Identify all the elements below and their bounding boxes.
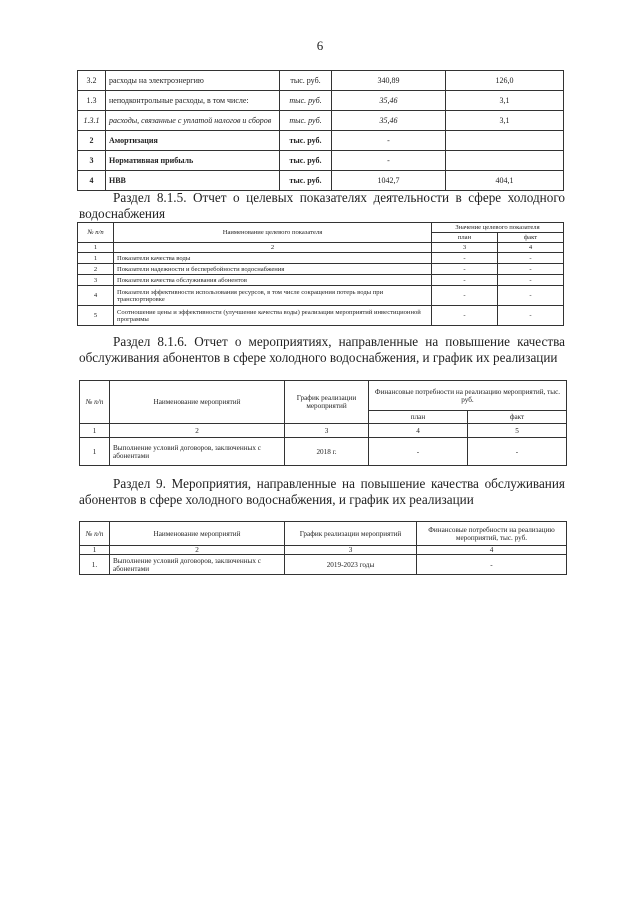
row-num: 4 — [78, 286, 114, 306]
col-fin: Финансовые потребности на реализацию мероприятий, тыс. руб. — [369, 381, 567, 411]
row-unit: тыс. руб. — [280, 151, 332, 171]
row-name: Показатели качества обслуживания абонентов — [114, 275, 432, 286]
col-name: Наименование мероприятий — [110, 522, 285, 546]
row-name: расходы, связанные с уплатой налогов и сборов — [106, 111, 280, 131]
row-name: Показатели эффективности использования ресурсов, в том числе сокращения потерь воды при транспортировке — [114, 286, 432, 306]
idx-cell: 1 — [80, 424, 110, 438]
row-plan: 340,89 — [332, 71, 446, 91]
col-schedule: График реализации мероприятий — [285, 381, 369, 424]
row-plan: - — [432, 306, 498, 326]
idx-cell: 2 — [110, 424, 285, 438]
row-num: 3.2 — [78, 71, 106, 91]
col-plan: план — [369, 411, 468, 424]
row-fact: 404,1 — [446, 171, 564, 191]
row-fact: - — [498, 253, 564, 264]
table-row — [78, 91, 564, 111]
target-indicators-table — [77, 222, 564, 326]
row-num: 3 — [78, 275, 114, 286]
idx-cell: 3 — [432, 243, 498, 253]
row-unit: тыс. руб. — [280, 171, 332, 191]
table-row — [78, 306, 564, 326]
row-unit: тыс. руб. — [280, 71, 332, 91]
col-fact: факт — [498, 233, 564, 243]
row-fact: - — [498, 306, 564, 326]
col-num: № п/п — [78, 223, 114, 243]
row-fact: - — [498, 264, 564, 275]
row-num: 1.3.1 — [78, 111, 106, 131]
row-name: расходы на электроэнергию — [106, 71, 280, 91]
table-row — [78, 275, 564, 286]
row-unit: тыс. руб. — [280, 91, 332, 111]
idx-cell: 4 — [369, 424, 468, 438]
row-fact: 3,1 — [446, 91, 564, 111]
col-num: № п/п — [80, 381, 110, 424]
idx-cell: 2 — [110, 546, 285, 555]
row-unit: тыс. руб. — [280, 111, 332, 131]
row-plan: - — [332, 151, 446, 171]
row-plan: 35,46 — [332, 91, 446, 111]
row-fact: 3,1 — [446, 111, 564, 131]
row-num: 4 — [78, 171, 106, 191]
row-plan: - — [332, 131, 446, 151]
table-row — [78, 71, 564, 91]
idx-cell: 1 — [78, 243, 114, 253]
table-row: 1 Выполнение условий договоров, заключенных с абонентами 2018 г. - - — [80, 438, 567, 466]
table-row — [78, 151, 564, 171]
table-row — [78, 111, 564, 131]
cost-table — [77, 70, 564, 191]
row-fact: - — [498, 275, 564, 286]
row-name: Соотношение цены и эффективности (улучшение качества воды) реализации мероприятий инвестиционной программы — [114, 306, 432, 326]
idx-cell: 4 — [417, 546, 567, 555]
col-plan: план — [432, 233, 498, 243]
section-9-heading: Раздел 9. Мероприятия, направленные на повышение качества обслуживания абонентов в сфере холодного водоснабжения, и график их реализации — [79, 476, 565, 507]
col-schedule: График реализации мероприятий — [285, 522, 417, 546]
idx-cell: 2 — [114, 243, 432, 253]
col-name: Наименование целевого показателя — [114, 223, 432, 243]
table-row — [78, 131, 564, 151]
row-plan: - — [432, 286, 498, 306]
idx-cell: 3 — [285, 424, 369, 438]
section-815-heading: Раздел 8.1.5. Отчет о целевых показателях деятельности в сфере холодного водоснабжения — [79, 190, 565, 221]
table-row — [78, 264, 564, 275]
row-name: неподконтрольные расходы, в том числе: — [106, 91, 280, 111]
col-name: Наименование мероприятий — [110, 381, 285, 424]
row-fact — [446, 131, 564, 151]
row-plan: - — [432, 253, 498, 264]
table-row — [78, 171, 564, 191]
measures-plan-table — [79, 521, 567, 575]
col-value: Значение целевого показателя — [432, 223, 564, 233]
row-plan: 35,46 — [332, 111, 446, 131]
section-816-heading: Раздел 8.1.6. Отчет о мероприятиях, направленные на повышение качества обслуживания абонентов в сфере холодного водоснабжения, и график их реализации — [79, 334, 565, 365]
row-name: НВВ — [106, 171, 280, 191]
page-number: 6 — [316, 38, 324, 53]
row-fact — [446, 151, 564, 171]
row-unit: тыс. руб. — [280, 131, 332, 151]
row-plan: 1042,7 — [332, 171, 446, 191]
idx-cell: 3 — [285, 546, 417, 555]
col-num: № п/п — [80, 522, 110, 546]
row-num: 3 — [78, 151, 106, 171]
idx-cell: 1 — [80, 546, 110, 555]
row-num: 1 — [78, 253, 114, 264]
row-name: Амортизация — [106, 131, 280, 151]
idx-cell: 4 — [498, 243, 564, 253]
row-plan: - — [432, 275, 498, 286]
row-num: 5 — [78, 306, 114, 326]
table-row — [78, 286, 564, 306]
row-name: Нормативная прибыль — [106, 151, 280, 171]
row-num: 2 — [78, 264, 114, 275]
row-fact: - — [498, 286, 564, 306]
row-num: 2 — [78, 131, 106, 151]
row-num: 1.3 — [78, 91, 106, 111]
row-fact: 126,0 — [446, 71, 564, 91]
table-row — [78, 253, 564, 264]
row-name: Показатели надежности и бесперебойности водоснабжения — [114, 264, 432, 275]
col-fact: факт — [468, 411, 567, 424]
measures-report-table — [79, 380, 567, 466]
table-row: 1. Выполнение условий договоров, заключенных с абонентами 2019-2023 годы - — [80, 555, 567, 575]
row-plan: - — [432, 264, 498, 275]
col-fin: Финансовые потребности на реализацию мероприятий, тыс. руб. — [417, 522, 567, 546]
row-name: Показатели качества воды — [114, 253, 432, 264]
idx-cell: 5 — [468, 424, 567, 438]
